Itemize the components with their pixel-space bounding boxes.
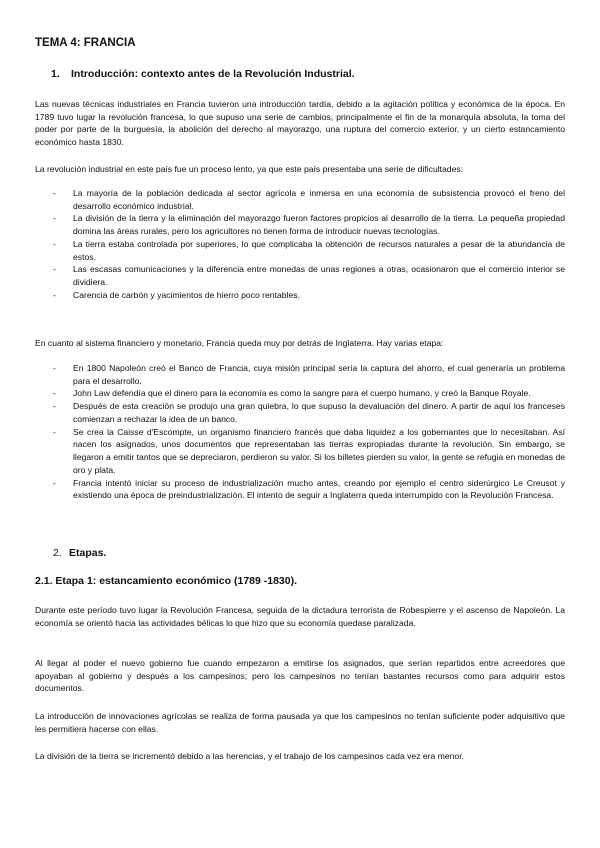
- section-1-number: 1.: [51, 68, 60, 80]
- page-title: TEMA 4: FRANCIA: [35, 37, 136, 49]
- paragraph-difficulties: La revolución industrial en este país fue un proceso lento, ya que este país presentaba una serie de dificultades:: [35, 164, 464, 174]
- paragraph-agri-innovation: La introducción de innovaciones agrícolas se realiza de forma pausada ya que los campesinos no tenían suficiente poder adquisitivo que les permitiera hacerse con ellas.: [35, 711, 565, 734]
- list-item: - Francia intentó iniciar su proceso de industrialización mucho antes, creando por ejemplo el centro siderúrgico Le Creusot y existiendo una época de preindustrialización. El intento de seguir a Inglaterra queda interrumpido con la Revolución Francesa.: [35, 477, 565, 502]
- list-item: - Las escasas comunicaciones y la diferencia entre monedas de unas regiones a otras, ocasionaron que el comercio interior se dividiera.: [35, 263, 565, 288]
- list-item: - Después de esta creación se produjo una gran quiebra, lo que supuso la devaluación del dinero. A partir de aquí los franceses comienzan a rechazar la idea de un banco.: [35, 400, 565, 425]
- paragraph-stage1-intro: Durante este período tuvo lugar la Revolución Francesa, seguida de la dictadura terrorista de Robespierre y el ascenso de Napoleón. La economía se orientó hacia las actividades bélicas lo que hizo que su economía quedase paralizada.: [35, 605, 565, 628]
- paragraph-intro: Las nuevas técnicas industriales en Francia tuvieron una introducción tardía, debido a la agitación política y económica de la época. En 1789 tuvo lugar la revolución francesa, lo que supuso una serie de cambios, principalmente el fin de la monarquía absoluta, la toma del poder por parte de la burguesía, la abolición del derecho al mayorazgo, una ruptura del comercio exterior, y un cierto estancamiento económico hasta 1830.: [35, 99, 565, 147]
- list-item: - John Law defendía que el dinero para la economía es como la sangre para el cuerpo humano, y creó la Banque Royale.: [35, 387, 565, 400]
- list-item: - La mayoría de la población dedicada al sector agrícola e inmersa en una economía de subsistencia provocó el freno del desarrollo económico industrial.: [35, 187, 565, 212]
- list-item: - Se crea la Caisse d'Escompte, un organismo financiero francés que daba liquidez a los gobernantes que lo necesitaban. Así nacen los asignados, unos documentos que representaban las tierras expropiadas durante la revolución. Sin embargo, se llegaron a emitir tantos que se depreciaron, perdieron su valor. Si los billetes pierden su valor, la gente se refugia en monedas de oro y plata.: [35, 426, 565, 476]
- section-2-number: 2.: [53, 547, 62, 559]
- section-2-1-heading: 2.1. Etapa 1: estancamiento económico (1789 -1830).: [35, 575, 298, 587]
- list-item: - La tierra estaba controlada por superiores, lo que complicaba la obtención de recursos naturales a pesar de la abundancia de estos.: [35, 238, 565, 263]
- section-2-heading: [53, 547, 106, 559]
- section-1-title: Introducción: contexto antes de la Revolución Industrial.: [71, 68, 355, 80]
- section-1-heading: [51, 68, 355, 80]
- list-item: - En 1800 Napoleón creó el Banco de Francia, cuya misión principal sería la captura del ahorro, el cual generaría un problema para el desarrollo.: [35, 362, 565, 387]
- paragraph-assignats: Al llegar al poder el nuevo gobierno fue cuando empezaron a emitirse los asignados, que serían repartidos entre acreedores que apoyaban al gobierno y después a los campesinos; pero los campesinos no tenían bastantes recursos como para adquirir estos documentos.: [35, 658, 565, 694]
- difficulties-list: [35, 187, 565, 302]
- list-item: - Carencia de carbón y yacimientos de hierro poco rentables.: [35, 289, 565, 302]
- paragraph-land-division: La división de la tierra se incrementó debido a las herencias, y el trabajo de los campesinos cada vez era menor.: [35, 751, 464, 761]
- list-item: - La división de la tierra y la eliminación del mayorazgo fueron factores propicios al desarrollo de la tierra. La pequeña propiedad domina las áreas rurales, pero los agricultores no tienen forma de introducir nuevas tecnologías.: [35, 212, 565, 237]
- financial-list: [35, 362, 565, 502]
- paragraph-financial: En cuanto al sistema financiero y monetario, Francia queda muy por detrás de Inglaterra. Hay varias etapa:: [35, 338, 444, 348]
- section-2-title: Etapas.: [69, 547, 107, 559]
